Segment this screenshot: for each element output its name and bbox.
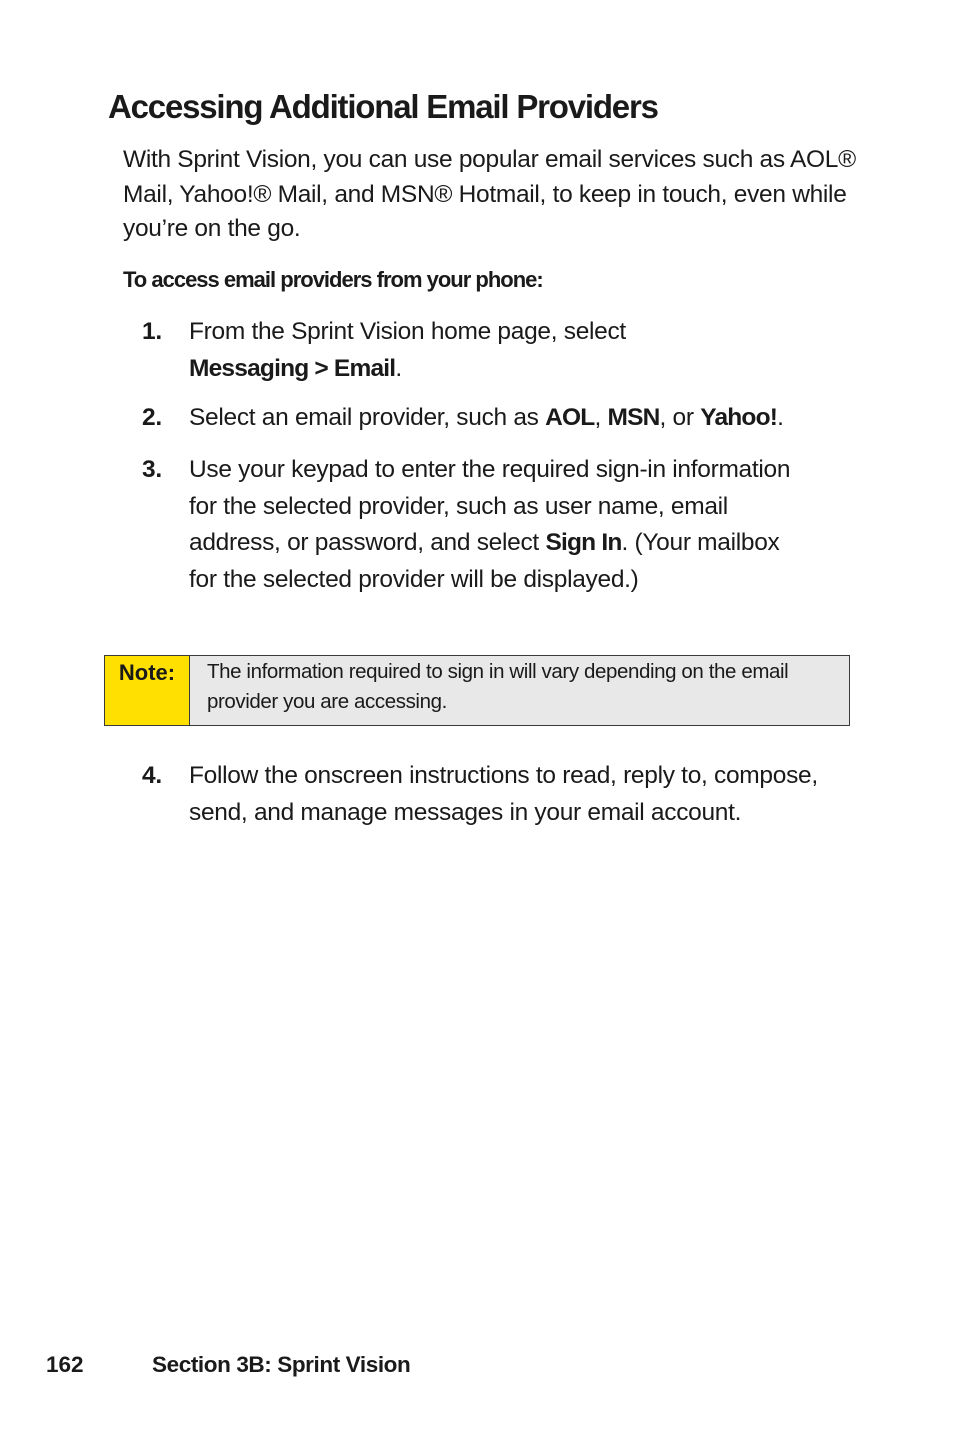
step-text-after: . (Your mailbox for the selected provider will be displayed.) bbox=[189, 529, 780, 593]
procedure-heading: To access email providers from your phone: bbox=[123, 267, 543, 292]
provider-msn: MSN bbox=[607, 404, 660, 431]
step-text-after: . bbox=[395, 354, 402, 382]
step-number: 2. bbox=[142, 404, 162, 431]
step-text bbox=[189, 400, 842, 437]
step-number: 1. bbox=[142, 318, 162, 345]
step-2 bbox=[142, 400, 842, 437]
step-text bbox=[189, 452, 799, 598]
note-label: Note: bbox=[105, 656, 190, 725]
step-text-after: . bbox=[777, 404, 784, 431]
step-text: Follow the onscreen instructions to read, reply to, compose, send, and manage messages in your email account. bbox=[189, 762, 818, 826]
sign-in-action: Sign In bbox=[545, 529, 622, 556]
step-1 bbox=[142, 314, 842, 387]
intro-paragraph: With Sprint Vision, you can use popular email services such as AOL® Mail, Yahoo!® Mail, and MSN® Hotmail, to keep in touch, even while you’re on the go. bbox=[123, 146, 856, 242]
step-text bbox=[189, 314, 842, 387]
section-label: Section 3B: Sprint Vision bbox=[152, 1352, 411, 1377]
step-3 bbox=[142, 452, 842, 598]
step-number: 4. bbox=[142, 762, 162, 789]
step-text-before: From the Sprint Vision home page, select bbox=[189, 318, 626, 345]
step-text-before: Use your keypad to enter the required sign-in information for the selected provider, such as user name, email address, or password, and select bbox=[189, 456, 791, 556]
menu-path: Messaging > Email bbox=[189, 354, 396, 382]
page-number: 162 bbox=[46, 1352, 84, 1377]
note-box bbox=[104, 655, 850, 726]
step-number: 3. bbox=[142, 456, 162, 483]
provider-aol: AOL bbox=[545, 404, 595, 431]
step-4 bbox=[142, 758, 842, 831]
page-title: Accessing Additional Email Providers bbox=[108, 88, 658, 125]
provider-yahoo: Yahoo! bbox=[700, 404, 778, 431]
step-text-before: Select an email provider, such as bbox=[189, 404, 546, 431]
separator: , or bbox=[659, 404, 701, 431]
separator: , bbox=[594, 404, 608, 431]
note-text: The information required to sign in will vary depending on the email provider you are accessing. bbox=[190, 656, 849, 725]
